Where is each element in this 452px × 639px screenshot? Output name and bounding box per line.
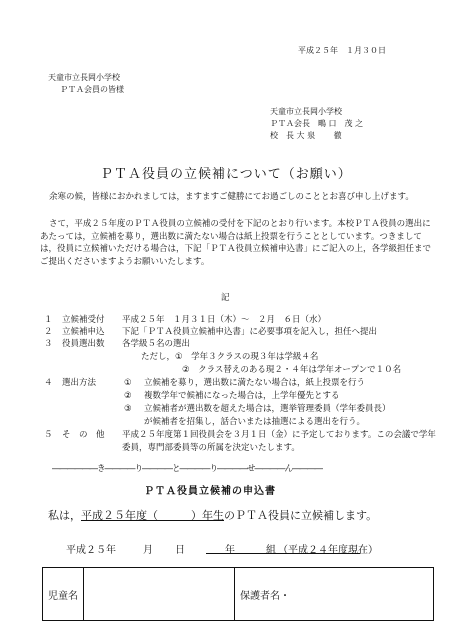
declaration-prefix: 私は， xyxy=(48,509,81,522)
item-number: ３ xyxy=(44,339,53,349)
item4-mark: ② xyxy=(124,391,132,401)
document-title: ＰＴＡ役員の立候補について（お願い） xyxy=(100,167,352,182)
sender-principal: 校 長 大 泉 徹 xyxy=(270,131,342,140)
item-content: 平成２５年 １月３１日（木）～ ２月 ６日（水） xyxy=(122,315,327,325)
child-name-label: 児童名 xyxy=(43,568,84,620)
item-content: 立候補を募り，選出数に満たない場合は，紙上投票を行う xyxy=(144,378,366,388)
guardian-name-input[interactable] xyxy=(295,568,433,620)
sender-pta-president: ＰＴＡ会長 鴫 口 茂 之 xyxy=(270,119,364,128)
item-number: １ xyxy=(44,315,53,325)
item3-note: ただし，① 学年３クラスの現３年は学級４名 xyxy=(141,352,319,362)
addressee-school: 天童市立長岡小学校 xyxy=(48,73,120,82)
class-underline xyxy=(206,553,360,554)
document-date: 平成２５年 １月３０日 xyxy=(298,46,386,55)
form-grade[interactable]: 年 xyxy=(225,545,235,556)
form-class[interactable]: 組 xyxy=(266,545,276,556)
form-date-month[interactable]: 月 xyxy=(143,545,153,556)
form-title: ＰＴＡ役員立候補の申込書 xyxy=(144,486,276,497)
item-number: ２ xyxy=(44,327,53,337)
guardian-name-dot: ・ xyxy=(280,590,290,602)
item3-note: ② クラス替えのある現２・４年は学年オープンで１０名 xyxy=(182,365,402,375)
item4-extra-line: 複数学年で候補になった場合は，上学年優先とする xyxy=(144,391,340,401)
item-number: ４ xyxy=(44,378,53,388)
ki-heading: 記 xyxy=(221,293,230,303)
item4-extra-line: が候補者を招集し，話合いまたは抽選による選出を行う。 xyxy=(144,417,366,427)
item4-mark: ③ xyxy=(124,404,132,414)
form-date-note: （平成２４年度現在） xyxy=(278,545,378,556)
guardian-name-label xyxy=(235,568,295,620)
grade-field[interactable]: 平成２５年度（ ）年生 xyxy=(81,509,224,522)
guardian-name-text: 保護者名 xyxy=(240,590,280,602)
item-content: 各学級５名の選出 xyxy=(122,339,191,349)
cut-line: ――――――き――――り――――と――――り――――せ――――ん―――― xyxy=(52,464,323,474)
item-label: 立候補申込 xyxy=(62,327,105,337)
item-label: 立候補受付 xyxy=(62,315,105,325)
addressee-members: ＰＴＡ会員の皆様 xyxy=(60,85,124,94)
item-number: ５ xyxy=(44,430,53,440)
item4-mark: ① xyxy=(124,378,132,388)
item-label: そ の 他 xyxy=(62,430,105,440)
declaration-line xyxy=(48,507,377,523)
greeting-paragraph: 余寒の候，皆様におかれましては，ますますご健勝にてお過ごしのこととお喜び申し上げます。 xyxy=(49,192,414,202)
sender-school: 天童市立長岡小学校 xyxy=(270,107,342,116)
form-date-era: 平成２５年 xyxy=(66,545,116,556)
item-label: 役員選出数 xyxy=(62,339,105,349)
item-content: 下記「ＰＴＡ役員立候補申込書」に必要事項を記入し，担任へ提出 xyxy=(122,327,378,337)
item4-extra-line: 立候補者が選出数を超えた場合は，選挙管理委員（学年委員長） xyxy=(144,404,391,414)
form-date-day[interactable]: 日 xyxy=(175,545,185,556)
item-content: 平成２５年度第１回役員会を３月１日（金）に予定しております。この会議で学年委員，専門部委員等の所属を決定いたします。 xyxy=(122,430,436,453)
declaration-suffix: のＰＴＡ役員に立候補します。 xyxy=(224,509,378,522)
body-paragraph: さて，平成２５年度のＰＴＡ役員の立候補の受付を下記のとおり行います。本校ＰＴＡ役員の選出にあたっては，立候補を募り，選出数に満たない場合は紙上投票を行うこととしています。つきましては，役員に立候補いただける場合は，下記「ＰＴＡ役員立候補申込書」にご記入の上，各学級担任までご提出くださいますようお願いいたします。 xyxy=(40,219,432,267)
signature-table xyxy=(42,567,434,621)
child-name-input[interactable] xyxy=(84,568,235,620)
item-label: 選出方法 xyxy=(62,378,97,388)
